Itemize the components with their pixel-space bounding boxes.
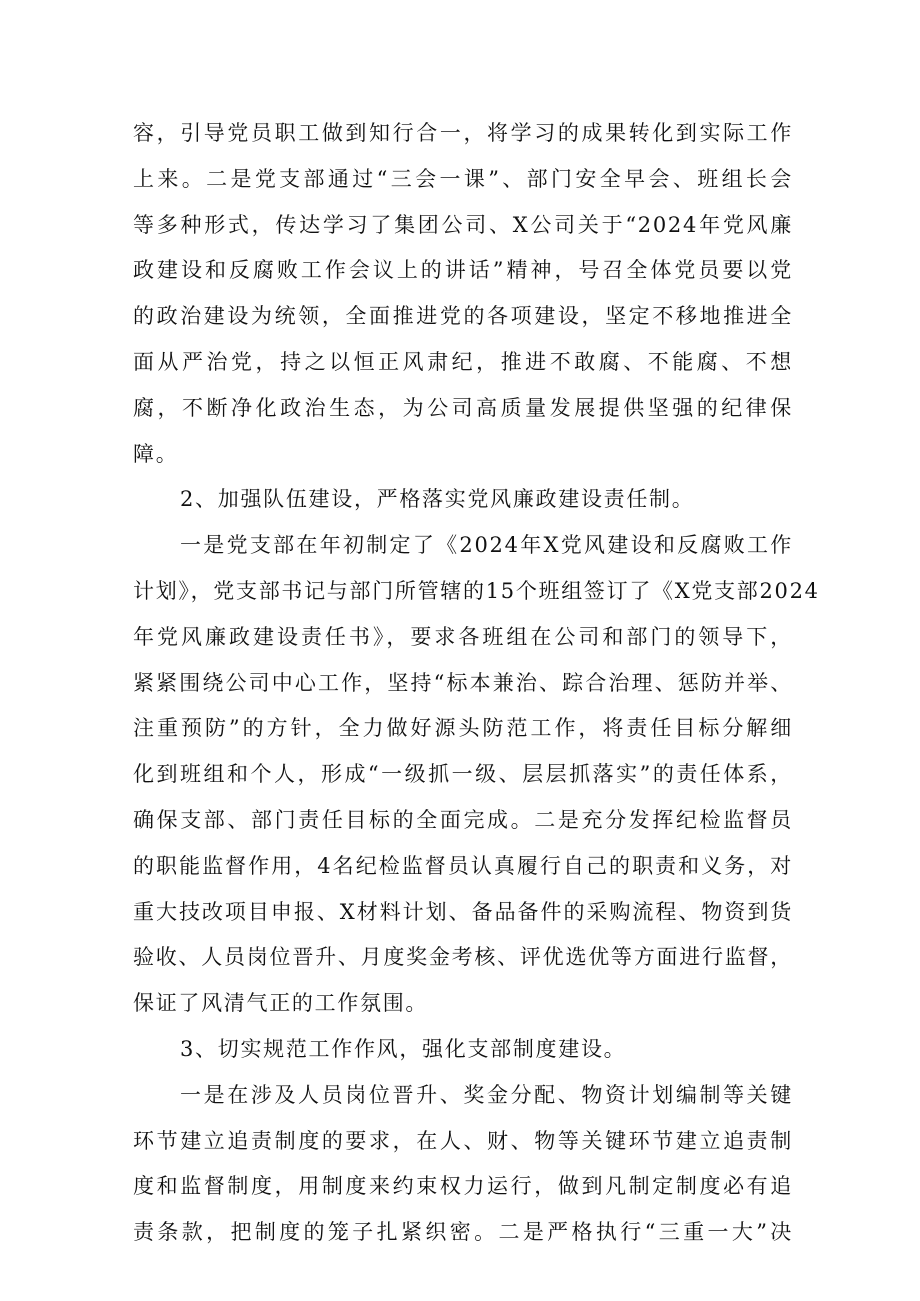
- text-line: 上来。二是党支部通过“三会一课”、部门安全早会、班组长会: [133, 166, 793, 191]
- text-line: 化到班组和个人，形成“一级抓一级、层层抓落实”的责任体系，: [133, 762, 793, 787]
- text-line: 计划》，党支部书记与部门所管辖的15个班组签订了《X党支部2024: [133, 578, 820, 603]
- text-line: 责条款，把制度的笼子扎紧织密。二是严格执行“三重一大”决: [133, 1220, 793, 1245]
- text-line: 的政治建设为统领，全面推进党的各项建设，坚定不移地推进全: [133, 304, 793, 329]
- text-line: 面从严治党，持之以恒正风肃纪，推进不敢腐、不能腐、不想: [133, 349, 793, 374]
- section-heading-3: 3、切实规范工作作风，强化支部制度建设。: [180, 1036, 627, 1061]
- text-line: 容，引导党员职工做到知行合一，将学习的成果转化到实际工作: [133, 121, 793, 145]
- text-line: 腐，不断净化政治生态，为公司高质量发展提供坚强的纪律保: [133, 395, 793, 420]
- text-line: 等多种形式，传达学习了集团公司、X公司关于“2024年党风廉: [133, 212, 793, 237]
- text-line: 环节建立追责制度的要求，在人、财、物等关键环节建立追责制: [133, 1128, 793, 1153]
- text-line: 一是党支部在年初制定了《2024年X党风建设和反腐败工作: [180, 533, 793, 558]
- section-heading-2: 2、加强队伍建设，严格落实党风廉政建设责任制。: [180, 487, 695, 512]
- text-line: 验收、人员岗位晋升、月度奖金考核、评优选优等方面进行监督，: [133, 945, 793, 970]
- text-line: 障。: [133, 441, 179, 466]
- text-line: 注重预防”的方针，全力做好源头防范工作，将责任目标分解细: [133, 716, 793, 741]
- text-line: 紧紧围绕公司中心工作，坚持“标本兼治、踪合治理、惩防并举、: [133, 670, 793, 695]
- text-line: 保证了风清气正的工作氛围。: [133, 991, 429, 1016]
- text-line: 一是在涉及人员岗位晋升、奖金分配、物资计划编制等关键: [180, 1082, 793, 1107]
- document-page: [133, 111, 820, 1256]
- text-line: 的职能监督作用，4名纪检监督员认真履行自己的职责和义务，对: [133, 853, 793, 878]
- text-line: 政建设和反腐败工作会议上的讲话”精神，号召全体党员要以党: [133, 258, 793, 283]
- text-line: 年党风廉政建设责任书》，要求各班组在公司和部门的领导下，: [133, 624, 793, 649]
- text-line: 确保支部、部门责任目标的全面完成。二是充分发挥纪检监督员: [133, 807, 793, 832]
- text-line: 度和监督制度，用制度来约束权力运行，做到凡制定制度必有追: [133, 1174, 793, 1199]
- text-line: 重大技改项目申报、X材料计划、备品备件的采购流程、物资到货: [133, 899, 793, 924]
